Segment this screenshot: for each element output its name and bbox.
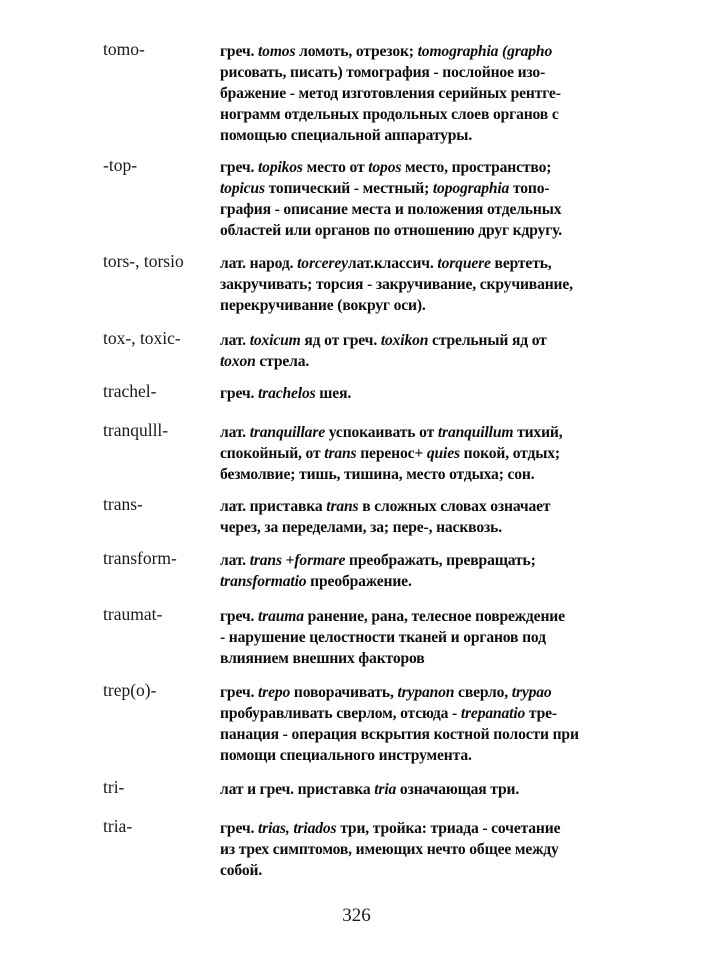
definition-text: греч. bbox=[220, 820, 258, 837]
definition-text: место, пространство; bbox=[401, 159, 552, 176]
definition-text: лат и греч. приставка bbox=[220, 781, 375, 798]
definition-text: тихий, bbox=[513, 424, 563, 441]
definition-line bbox=[220, 41, 620, 62]
latin-word: tomographia (grapho bbox=[417, 43, 553, 60]
entry-term: tranqulll- bbox=[103, 420, 169, 440]
definition-line bbox=[220, 83, 620, 104]
definition-text: в сложных словах означает bbox=[358, 498, 551, 515]
definition-text: + bbox=[281, 552, 295, 569]
definition-text: закручивать; торсия - закручивание, скручивание, bbox=[220, 276, 573, 293]
definition-text: поворачивать, bbox=[290, 684, 398, 701]
definition-text: шея. bbox=[315, 385, 352, 402]
page-number: 326 bbox=[342, 905, 371, 926]
latin-word: tria bbox=[374, 781, 397, 798]
definition-line bbox=[220, 606, 620, 627]
definition-text: из трех симптомов, имеющих нечто общее между bbox=[220, 841, 559, 858]
definition-line bbox=[220, 351, 620, 372]
definition-line bbox=[220, 703, 620, 724]
definition-text: топо- bbox=[509, 180, 550, 197]
definition-line bbox=[220, 330, 620, 351]
definition-text: влиянием внешних факторов bbox=[220, 650, 425, 667]
latin-word: trias, triados bbox=[257, 820, 337, 837]
definition-text: место от bbox=[302, 159, 369, 176]
latin-word: topos bbox=[368, 159, 402, 176]
definition-text: нограмм отдельных продольных слоев органов с bbox=[220, 106, 559, 123]
definition-text: покой, отдых; bbox=[459, 445, 560, 462]
entry-definition bbox=[220, 383, 620, 404]
definition-text: лат. приставка bbox=[220, 498, 327, 515]
entry-definition bbox=[220, 496, 620, 538]
definition-text: ломоть, отрезок; bbox=[295, 43, 418, 60]
definition-text: лат. bbox=[220, 332, 250, 349]
definition-text: греч. bbox=[220, 159, 258, 176]
definition-line bbox=[220, 571, 620, 592]
entry-term: trachel- bbox=[103, 381, 157, 401]
definition-text: областей или органов по отношению друг кдругу. bbox=[220, 222, 562, 239]
definition-text: рисовать, писать) томография - послойное изо- bbox=[220, 64, 546, 81]
definition-text: - нарушение целостности тканей и органов под bbox=[220, 629, 546, 646]
entry-term: trep(o)- bbox=[103, 680, 157, 700]
entry-definition bbox=[220, 818, 620, 881]
definition-text: преображать, превращать; bbox=[345, 552, 536, 569]
definition-text: спокойный, от bbox=[220, 445, 325, 462]
latin-word: topikos bbox=[257, 159, 303, 176]
definition-line bbox=[220, 496, 620, 517]
entry-definition bbox=[220, 253, 620, 316]
latin-word: topicus bbox=[220, 180, 265, 197]
definition-line bbox=[220, 253, 620, 274]
definition-line bbox=[220, 274, 620, 295]
definition-text: греч. bbox=[220, 385, 258, 402]
definition-line bbox=[220, 627, 620, 648]
definition-text: лат. bbox=[220, 552, 250, 569]
definition-text: сверло, bbox=[454, 684, 512, 701]
entry-term: tox-, toxic- bbox=[103, 328, 181, 348]
latin-word: toxicum bbox=[249, 332, 301, 349]
definition-line bbox=[220, 779, 620, 800]
entry-definition bbox=[220, 422, 620, 485]
definition-text: успокаивать от bbox=[325, 424, 438, 441]
latin-word: trachelos bbox=[257, 385, 316, 402]
definition-line bbox=[220, 860, 620, 881]
entry-definition bbox=[220, 41, 620, 146]
definition-text: лат.классич. bbox=[347, 255, 438, 272]
entry-definition bbox=[220, 157, 620, 241]
entry-term: tors-, torsio bbox=[103, 251, 184, 271]
entry-term: traumat- bbox=[103, 604, 163, 624]
entry-definition bbox=[220, 330, 620, 372]
latin-word: trepo bbox=[257, 684, 291, 701]
definition-line bbox=[220, 745, 620, 766]
latin-word: trypao bbox=[511, 684, 552, 701]
definition-text: помощи специального инструмента. bbox=[220, 747, 472, 764]
latin-word: quies bbox=[426, 445, 460, 462]
definition-line bbox=[220, 220, 620, 241]
latin-word: topographia bbox=[432, 180, 510, 197]
latin-word: toxikon bbox=[380, 332, 429, 349]
latin-word: trepanatio bbox=[460, 705, 526, 722]
entry-term: tria- bbox=[103, 816, 133, 836]
definition-text: безмолвие; тишь, тишина, место отдыха; сон. bbox=[220, 466, 535, 483]
definition-text: стрельный яд от bbox=[428, 332, 547, 349]
entry-term: tri- bbox=[103, 777, 125, 797]
definition-text: через, за переделами, за; пере-, насквозь. bbox=[220, 519, 502, 536]
definition-text: перекручивание (вокруг оси). bbox=[220, 297, 426, 314]
entry-definition bbox=[220, 779, 620, 800]
definition-text: топический - местный; bbox=[264, 180, 433, 197]
definition-line bbox=[220, 157, 620, 178]
latin-word: trans bbox=[249, 552, 282, 569]
definition-line bbox=[220, 62, 620, 83]
latin-word: tomos bbox=[257, 43, 296, 60]
definition-text: преображение. bbox=[306, 573, 412, 590]
latin-word: formare bbox=[294, 552, 346, 569]
definition-text: вертеть, bbox=[490, 255, 552, 272]
latin-word: toxon bbox=[220, 353, 256, 370]
definition-line bbox=[220, 818, 620, 839]
definition-text: собой. bbox=[220, 862, 263, 879]
definition-text: графия - описание места и положения отдельных bbox=[220, 201, 562, 218]
definition-line bbox=[220, 295, 620, 316]
entry-definition bbox=[220, 606, 620, 669]
definition-text: стрела. bbox=[255, 353, 310, 370]
definition-line bbox=[220, 517, 620, 538]
entry-term: trans- bbox=[103, 494, 143, 514]
definition-line bbox=[220, 104, 620, 125]
latin-word: torcerey bbox=[297, 255, 348, 272]
definition-text: пробуравливать сверлом, отсюда - bbox=[220, 705, 461, 722]
latin-word: transformatio bbox=[220, 573, 307, 590]
definition-line bbox=[220, 443, 620, 464]
definition-text: греч. bbox=[220, 608, 258, 625]
entry-definition bbox=[220, 682, 620, 766]
latin-word: torquere bbox=[437, 255, 491, 272]
definition-text: греч. bbox=[220, 684, 258, 701]
definition-line bbox=[220, 550, 620, 571]
definition-text: три, тройка: триада - сочетание bbox=[336, 820, 561, 837]
latin-word: trans bbox=[326, 498, 359, 515]
definition-text: яд от греч. bbox=[300, 332, 381, 349]
definition-line bbox=[220, 178, 620, 199]
definition-text: перенос+ bbox=[356, 445, 427, 462]
definition-line bbox=[220, 125, 620, 146]
definition-text: лат. народ. bbox=[220, 255, 298, 272]
definition-line bbox=[220, 199, 620, 220]
entry-term: tomo- bbox=[103, 39, 145, 59]
entry-definition bbox=[220, 550, 620, 592]
entry-term: -top- bbox=[103, 155, 138, 175]
latin-word: trypanon bbox=[397, 684, 455, 701]
definition-line bbox=[220, 464, 620, 485]
latin-word: trauma bbox=[257, 608, 304, 625]
latin-word: tranquillare bbox=[249, 424, 326, 441]
definition-text: означающая три. bbox=[396, 781, 520, 798]
definition-line bbox=[220, 839, 620, 860]
definition-line bbox=[220, 383, 620, 404]
definition-text: помощью специальной аппаратуры. bbox=[220, 127, 473, 144]
definition-text: тре- bbox=[525, 705, 557, 722]
latin-word: trans bbox=[324, 445, 357, 462]
definition-text: лат. bbox=[220, 424, 250, 441]
definition-text: панация - операция вскрытия костной полости при bbox=[220, 726, 579, 743]
definition-line bbox=[220, 724, 620, 745]
definition-text: греч. bbox=[220, 43, 258, 60]
entry-term: transform- bbox=[103, 548, 177, 568]
definition-line bbox=[220, 648, 620, 669]
definition-line bbox=[220, 682, 620, 703]
definition-line bbox=[220, 422, 620, 443]
definition-text: ранение, рана, телесное повреждение bbox=[303, 608, 565, 625]
definition-text: бражение - метод изготовления серийных рентге- bbox=[220, 85, 561, 102]
latin-word: tranquillum bbox=[437, 424, 514, 441]
